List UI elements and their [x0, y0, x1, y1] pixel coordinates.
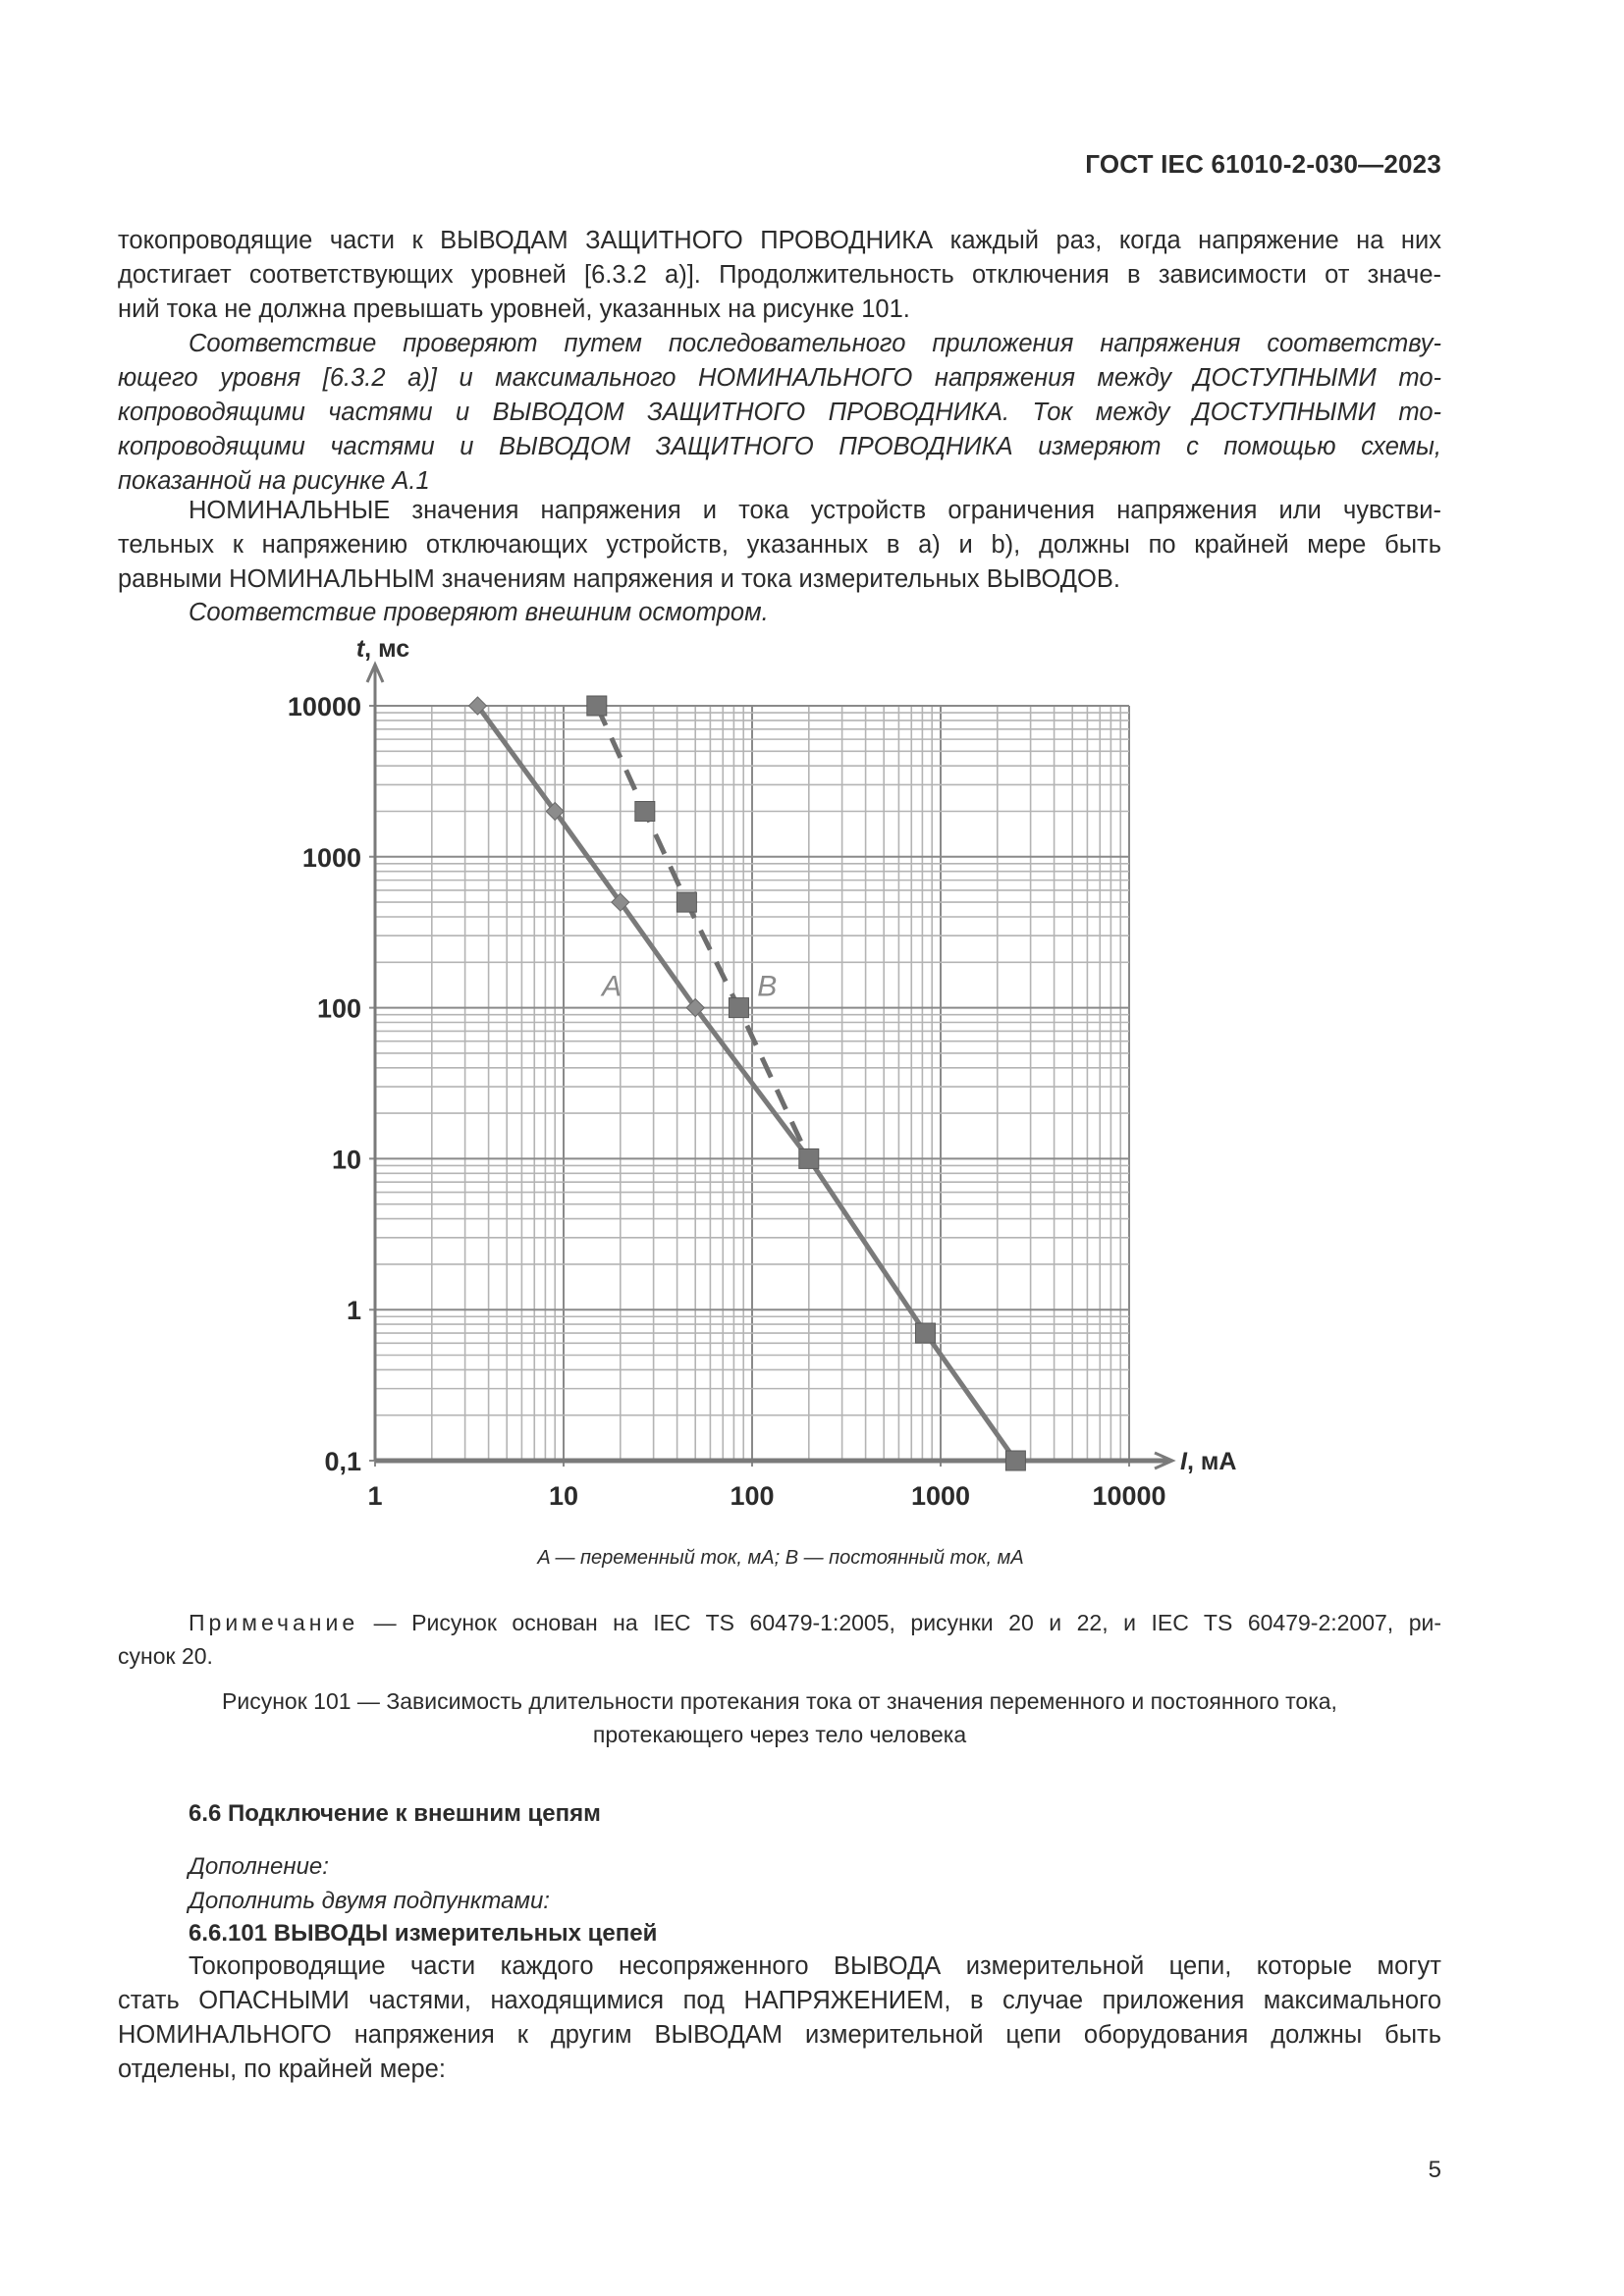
y-axis-label: t, мс: [355, 635, 410, 663]
square-marker-icon: [587, 696, 607, 716]
addition-instruction: Дополнить двумя подпунктами:: [189, 1888, 550, 1914]
text-line: стать ОПАСНЫМИ частями, находящимися под НАПРЯЖЕНИЕМ, в случае приложения максимального: [118, 1987, 1441, 2014]
series-label-B: B: [757, 970, 778, 1003]
x-tick-label: 1000: [910, 1481, 971, 1511]
text-line: отделены, по крайней мере:: [118, 2056, 446, 2083]
note-text: — Рисунок основан на IEC TS 60479-1:2005, рисунки 20 и 22, и IEC TS 60479-2:2007, ри-: [358, 1610, 1441, 1635]
x-tick-label: 100: [730, 1481, 775, 1511]
page-number: 5: [1428, 2157, 1441, 2183]
text-line: копроводящими частями и ВЫВОДОМ ЗАЩИТНОГО ПРОВОДНИКА измеряют с помощью схемы,: [118, 433, 1441, 460]
caption-line: протекающего через тело человека: [592, 1722, 967, 1747]
addition-label: Дополнение:: [189, 1853, 329, 1880]
figure-legend: A — переменный ток, мА; B — постоянный ток, мА: [537, 1547, 1024, 1569]
series-label-A: A: [602, 970, 623, 1003]
x-axis-label: I, мА: [1180, 1448, 1237, 1475]
text-line: Соответствие проверяют внешним осмотром.: [189, 599, 769, 626]
text-line: достигает соответствующих уровней [6.3.2 a)]. Продолжительность отключения в зависимости от значе-: [118, 261, 1441, 289]
square-marker-icon: [677, 892, 696, 912]
y-tick-label: 10: [331, 1145, 361, 1175]
text-line: токопроводящие части к ВЫВОДАМ ЗАЩИТНОГО ПРОВОДНИКА каждый раз, когда напряжение на них: [118, 227, 1441, 254]
text-line: ний тока не должна превышать уровней, указанных на рисунке 101.: [118, 295, 910, 323]
section-heading-6-6: 6.6 Подключение к внешним цепям: [189, 1800, 601, 1827]
figure-note: [118, 1606, 1441, 1673]
text-line: Токопроводящие части каждого несопряженного ВЫВОДА измерительной цепи, которые могут: [189, 1952, 1441, 1980]
caption-line: Рисунок 101 — Зависимость длительности протекания тока от значения переменного и постоянного тока,: [222, 1688, 1337, 1714]
note-label: Примечание: [189, 1610, 359, 1635]
section-heading-6-6-101: 6.6.101 ВЫВОДЫ измерительных цепей: [189, 1920, 658, 1947]
series-line-B: [597, 706, 809, 1158]
square-marker-icon: [729, 998, 748, 1018]
x-tick-label: 10: [548, 1481, 579, 1511]
chart-series: [468, 696, 1025, 1470]
figure-caption: [118, 1684, 1441, 1751]
paragraph-measuring-terminals: [118, 1949, 1441, 2087]
y-tick-label: 1000: [301, 842, 361, 873]
square-marker-icon: [915, 1323, 935, 1343]
text-line: равными НОМИНАЛЬНЫМ значениям напряжения и тока измерительных ВЫВОДОВ.: [118, 565, 1120, 593]
square-marker-icon: [799, 1148, 819, 1168]
y-tick-label: 100: [316, 993, 361, 1024]
text-line: Соответствие проверяют путем последовательного приложения напряжения соответству-: [189, 330, 1441, 357]
text-line: ющего уровня [6.3.2 a)] и максимального НОМИНАЛЬНОГО напряжения между ДОСТУПНЫМИ то-: [118, 364, 1441, 392]
y-tick-label: 1: [346, 1296, 361, 1326]
square-marker-icon: [635, 802, 655, 822]
text-line: НОМИНАЛЬНЫЕ значения напряжения и тока устройств ограничения напряжения или чувстви-: [189, 497, 1441, 524]
square-marker-icon: [1005, 1451, 1025, 1470]
x-tick-label: 10000: [1092, 1481, 1166, 1511]
text-line: НОМИНАЛЬНОГО напряжения к другим ВЫВОДАМ измерительной цепи оборудования должны быть: [118, 2021, 1441, 2049]
text-line: тельных к напряжению отключающих устройств, указанных в a) и b), должны по крайней мере быть: [118, 531, 1441, 559]
x-tick-label: 1: [367, 1481, 383, 1511]
chart-grid: [369, 706, 1129, 1467]
document-header-id: ГОСТ IEC 61010-2-030—2023: [1085, 149, 1441, 179]
y-tick-label: 10000: [287, 692, 361, 721]
note-text-cont: сунок 20.: [118, 1643, 213, 1669]
text-line: копроводящими частями и ВЫВОДОМ ЗАЩИТНОГО ПРОВОДНИКА. Ток между ДОСТУПНЫМИ то-: [118, 399, 1441, 426]
y-tick-label: 0,1: [324, 1447, 361, 1476]
text-line: показанной на рисунке А.1: [118, 467, 430, 495]
